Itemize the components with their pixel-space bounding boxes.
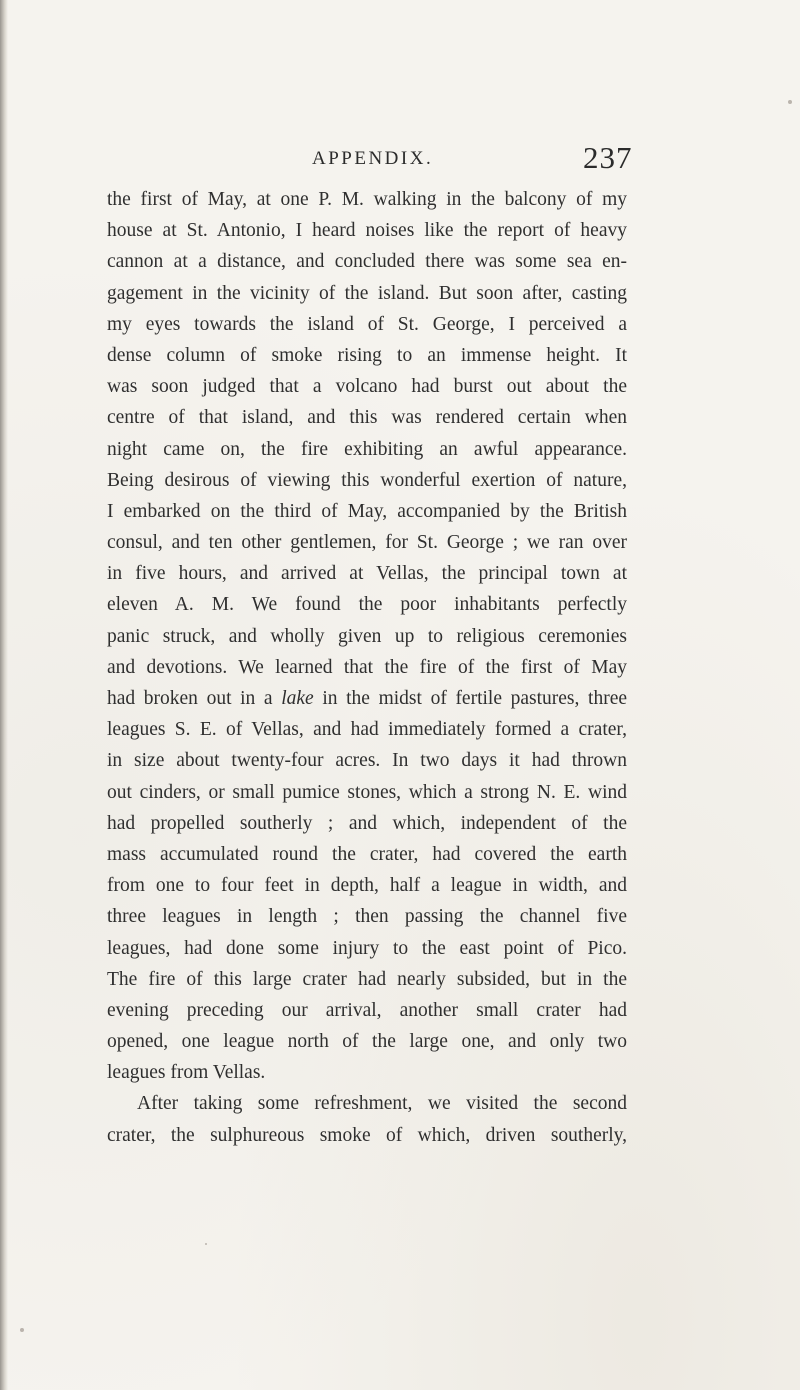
text-line-with-italic xyxy=(107,683,627,714)
text-line: Being desirous of viewing this wonderful exertion of nature, xyxy=(107,469,627,491)
text-line: consul, and ten other gentlemen, for St. George ; we ran over xyxy=(107,532,627,554)
text-line: my eyes towards the island of St. George, I perceived a xyxy=(107,313,627,335)
text-line: I embarked on the third of May, accompanied by the British xyxy=(107,500,627,522)
text-line: The fire of this large crater had nearly subsided, but in the xyxy=(107,968,627,990)
text-line: three leagues in length ; then passing the channel five xyxy=(107,906,627,928)
text-line: eleven A. M. We found the poor inhabitants perfectly xyxy=(107,594,627,616)
text-line: gagement in the vicinity of the island. But soon after, casting xyxy=(107,282,627,304)
paragraph-end-line: leagues from Vellas. xyxy=(107,1062,266,1084)
running-title: APPENDIX. xyxy=(312,148,434,169)
text-line: crater, the sulphureous smoke of which, driven southerly, xyxy=(107,1124,627,1146)
text-line: was soon judged that a volcano had burst out about the xyxy=(107,376,627,398)
text-line: evening preceding our arrival, another small crater had xyxy=(107,999,627,1021)
text-line: cannon at a distance, and concluded there was some sea en- xyxy=(107,251,627,273)
text-line: panic struck, and wholly given up to religious ceremonies xyxy=(107,625,627,647)
text-line: from one to four feet in depth, half a league in width, and xyxy=(107,875,627,897)
paragraph-start-line: After taking some refreshment, we visited the second xyxy=(137,1093,627,1115)
text-line: night came on, the fire exhibiting an awful appearance. xyxy=(107,438,627,460)
text-line: leagues S. E. of Vellas, and had immediately formed a crater, xyxy=(107,719,627,741)
text-run: in the midst of fertile pastures, three xyxy=(313,688,628,709)
text-run: had broken out in a xyxy=(107,688,282,709)
running-head xyxy=(0,140,800,180)
text-line: in five hours, and arrived at Vellas, the principal town at xyxy=(107,563,627,585)
paper-speck xyxy=(788,100,792,104)
text-line: the first of May, at one P. M. walking in the balcony of my xyxy=(107,189,627,210)
text-line: house at St. Antonio, I heard noises like the report of heavy xyxy=(107,220,627,242)
text-line: had propelled southerly ; and which, independent of the xyxy=(107,812,627,834)
text-line: opened, one league north of the large one, and only two xyxy=(107,1031,627,1053)
paper-speck xyxy=(20,1328,24,1332)
text-line: and devotions. We learned that the fire of the first of May xyxy=(107,656,627,678)
page-gutter-shadow xyxy=(0,0,8,1390)
paper-speck xyxy=(205,1243,207,1245)
body-text xyxy=(107,184,627,1151)
italic-word: lake xyxy=(281,688,314,709)
text-line: leagues, had done some injury to the east point of Pico. xyxy=(107,937,627,959)
text-line: centre of that island, and this was rendered certain when xyxy=(107,407,627,429)
page-number: 237 xyxy=(583,140,633,175)
text-line: dense column of smoke rising to an immense height. It xyxy=(107,344,627,366)
text-line: mass accumulated round the crater, had covered the earth xyxy=(107,843,627,865)
text-line: in size about twenty-four acres. In two days it had thrown xyxy=(107,750,627,772)
text-line: out cinders, or small pumice stones, which a strong N. E. wind xyxy=(107,781,627,803)
